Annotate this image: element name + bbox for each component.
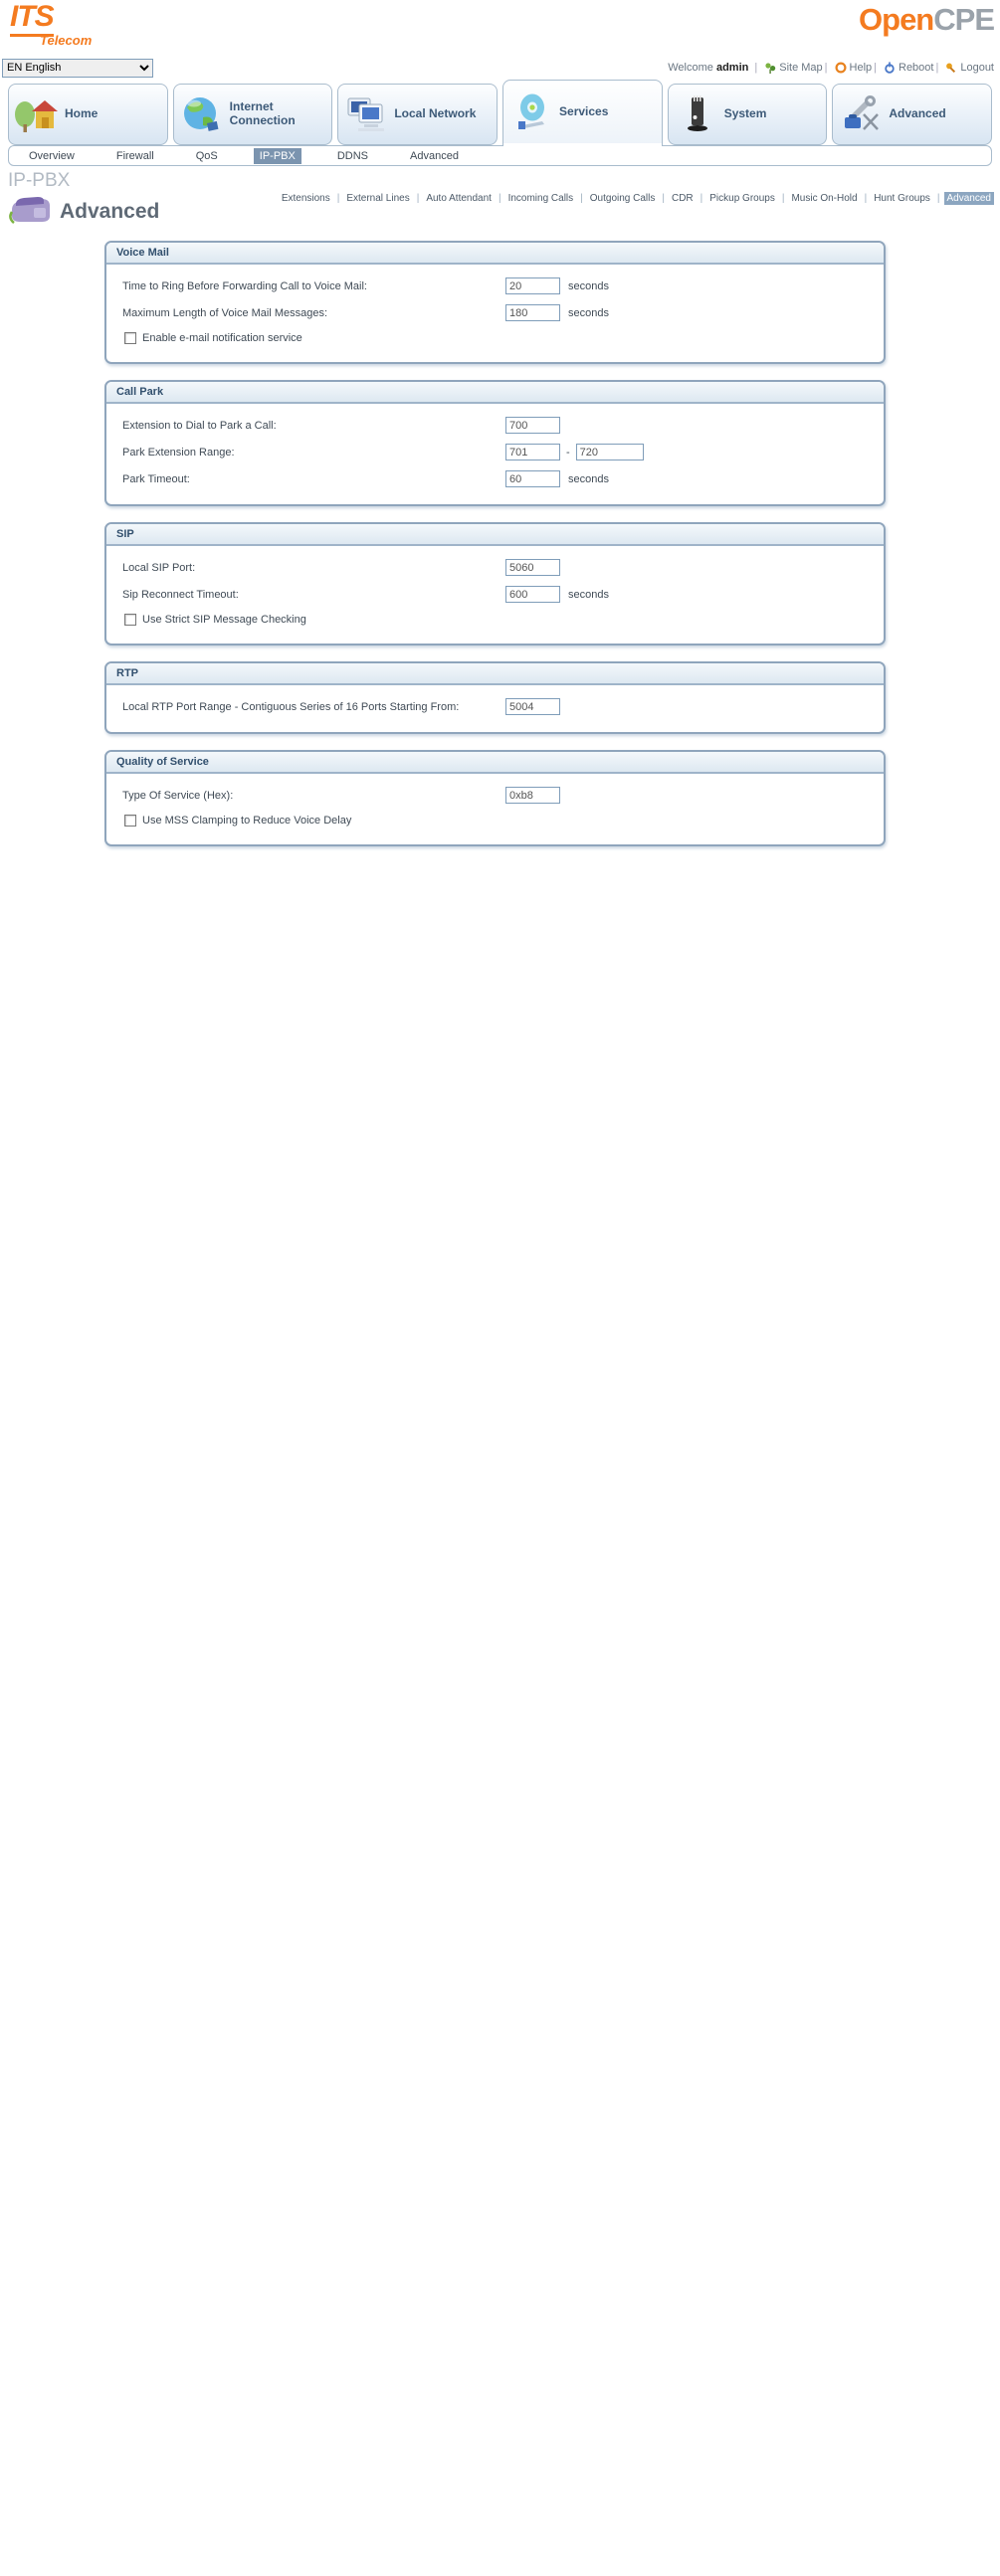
separator: | [864, 193, 868, 204]
section-header [106, 752, 884, 774]
input-extension-to-dial-to-park-a-call[interactable] [505, 417, 560, 434]
site-map-link[interactable] [752, 62, 822, 74]
services-icon [507, 91, 555, 134]
tab-label: Local Network [394, 106, 477, 121]
field-row [122, 465, 868, 492]
logout-icon [945, 62, 957, 74]
pbx-phone-icon [8, 192, 52, 229]
input-time-to-ring-before-forwarding-call-to-voice-mail[interactable] [505, 277, 560, 294]
separator: | [336, 193, 340, 204]
input-sip-reconnect-timeout[interactable] [505, 586, 560, 603]
quicklink-outgoing-calls[interactable]: Outgoing Calls [589, 193, 656, 204]
subnav-item-qos[interactable]: QoS [195, 149, 218, 162]
section-title: SIP [116, 528, 134, 540]
separator: | [416, 193, 420, 204]
field-row [122, 273, 868, 299]
field-label: Time to Ring Before Forwarding Call to Voice Mail: [122, 279, 367, 292]
input-park-extension-range-to[interactable] [576, 444, 644, 460]
tab-home[interactable] [8, 84, 168, 145]
section-voice-mail [104, 241, 886, 364]
separator: | [781, 193, 785, 204]
subnav-item-ddns[interactable]: DDNS [336, 149, 369, 162]
field-label: Type Of Service (Hex): [122, 789, 234, 802]
section-header [106, 524, 884, 546]
its-telecom-logo [10, 2, 92, 47]
section-body [106, 685, 884, 732]
quicklink-cdr[interactable]: CDR [671, 193, 694, 204]
subnav-item-firewall[interactable]: Firewall [115, 149, 154, 162]
breadcrumb: IP-PBX [8, 170, 71, 191]
input-local-rtp-port-range-contiguous-series-of-16-ports-starting-from[interactable] [505, 698, 560, 715]
main-content [104, 241, 886, 846]
internet-icon [178, 92, 226, 136]
link-label: | Reboot [899, 62, 934, 74]
quicklink-pickup-groups[interactable]: Pickup Groups [709, 193, 775, 204]
field-label: Extension to Dial to Park a Call: [122, 419, 277, 432]
tab-advanced[interactable] [832, 84, 992, 145]
opencpe-logo [859, 4, 994, 35]
product-text: Open [859, 2, 934, 37]
subnav-item-overview[interactable]: Overview [29, 149, 75, 162]
help-icon [835, 62, 847, 74]
utility-bar [0, 56, 1000, 80]
quicklink-incoming-calls[interactable]: Incoming Calls [507, 193, 574, 204]
section-title: RTP [116, 667, 138, 679]
section-body [106, 265, 884, 362]
field-suffix: seconds [568, 588, 609, 601]
checkbox-use-mss-clamping-to-reduce-voice-delay[interactable] [124, 815, 136, 827]
field-row [122, 809, 868, 832]
section-rtp [104, 661, 886, 734]
help-link[interactable] [823, 62, 872, 74]
field-label: Use Strict SIP Message Checking [142, 614, 306, 626]
link-label: | Help [849, 62, 873, 74]
field-label: Sip Reconnect Timeout: [122, 588, 239, 601]
field-row [122, 693, 868, 720]
tab-label: Services [559, 104, 609, 119]
tab-label: Home [65, 106, 99, 121]
field-row [122, 299, 868, 326]
section-title: Call Park [116, 386, 164, 398]
field-label: Maximum Length of Voice Mail Messages: [122, 306, 328, 319]
section-body [106, 404, 884, 504]
language-select[interactable] [2, 59, 153, 78]
field-row [122, 439, 868, 465]
welcome-text [668, 62, 748, 74]
input-type-of-service-hex[interactable] [505, 787, 560, 804]
reboot-link[interactable] [872, 62, 933, 74]
field-suffix: seconds [568, 279, 609, 292]
field-row [122, 412, 868, 439]
field-row [122, 608, 868, 632]
quicklink-hunt-groups[interactable]: Hunt Groups [874, 193, 930, 204]
tab-internet-connection[interactable] [173, 84, 333, 145]
field-label: Local RTP Port Range - Contiguous Series of 16 Ports Starting From: [122, 700, 460, 713]
input-park-timeout[interactable] [505, 470, 560, 487]
welcome-prefix: Welcome [668, 62, 713, 74]
username: admin [715, 62, 749, 74]
field-label: Enable e-mail notification service [142, 332, 302, 344]
field-row [122, 581, 868, 608]
separator: | [580, 193, 583, 204]
quicklink-advanced[interactable]: Advanced [944, 192, 994, 205]
page-header [0, 0, 1000, 56]
quicklink-music-on-hold[interactable]: Music On-Hold [791, 193, 858, 204]
field-row [122, 782, 868, 809]
page-heading-area [0, 170, 1000, 229]
tab-services[interactable] [502, 80, 663, 145]
section-body [106, 774, 884, 844]
advanced-icon [837, 92, 885, 136]
section-header [106, 663, 884, 685]
section-title: Quality of Service [116, 756, 209, 768]
separator: | [936, 193, 940, 204]
network-icon [342, 92, 390, 136]
welcome-bar [668, 62, 994, 74]
section-qos [104, 750, 886, 846]
tab-label: Internet Connection [229, 99, 296, 127]
quicklink-external-lines[interactable]: External Lines [346, 193, 410, 204]
tab-label: System [723, 106, 767, 121]
product-subtext: CPE [933, 2, 994, 37]
subnav-bar [8, 145, 992, 166]
link-label: | Logout [960, 62, 994, 74]
section-title: Voice Mail [116, 247, 169, 259]
section-body [106, 546, 884, 644]
system-icon [673, 92, 720, 136]
range-separator: - [566, 446, 570, 459]
section-header [106, 243, 884, 265]
input-local-sip-port[interactable] [505, 559, 560, 576]
section-call-park [104, 380, 886, 506]
separator: | [662, 193, 665, 204]
brand-text: ITS [10, 0, 54, 37]
field-label: Use MSS Clamping to Reduce Voice Delay [142, 815, 352, 827]
separator: | [498, 193, 501, 204]
quicklink-extensions[interactable]: Extensions [281, 193, 330, 204]
field-row [122, 554, 868, 581]
reboot-icon [884, 62, 896, 74]
checkbox-use-strict-sip-message-checking[interactable] [124, 614, 136, 626]
subnav-item-ip-pbx[interactable]: IP-PBX [254, 148, 301, 164]
field-label: Park Extension Range: [122, 446, 235, 459]
link-label: | Site Map [779, 62, 823, 74]
field-row [122, 326, 868, 350]
input-park-extension-range-from[interactable] [505, 444, 560, 460]
field-label: Park Timeout: [122, 472, 190, 485]
quicklinks [279, 192, 994, 205]
subnav-item-advanced[interactable]: Advanced [410, 149, 459, 162]
quicklink-auto-attendant[interactable]: Auto Attendant [426, 193, 492, 204]
field-label: Local SIP Port: [122, 561, 196, 574]
tab-system[interactable] [668, 84, 828, 145]
logout-link[interactable] [933, 62, 994, 74]
tab-local-network[interactable] [337, 84, 498, 145]
checkbox-enable-e-mail-notification-service[interactable] [124, 332, 136, 344]
section-sip [104, 522, 886, 645]
home-icon [13, 92, 61, 136]
field-suffix: seconds [568, 306, 609, 319]
brand-subtext: Telecom [40, 33, 93, 48]
header-links [752, 62, 994, 74]
input-maximum-length-of-voice-mail-messages[interactable] [505, 304, 560, 321]
separator: | [700, 193, 703, 204]
page-title: Advanced [60, 199, 160, 223]
tab-label: Advanced [889, 106, 946, 121]
main-nav [0, 80, 1000, 145]
section-header [106, 382, 884, 404]
field-suffix: seconds [568, 472, 609, 485]
sitemap-icon [764, 62, 776, 74]
